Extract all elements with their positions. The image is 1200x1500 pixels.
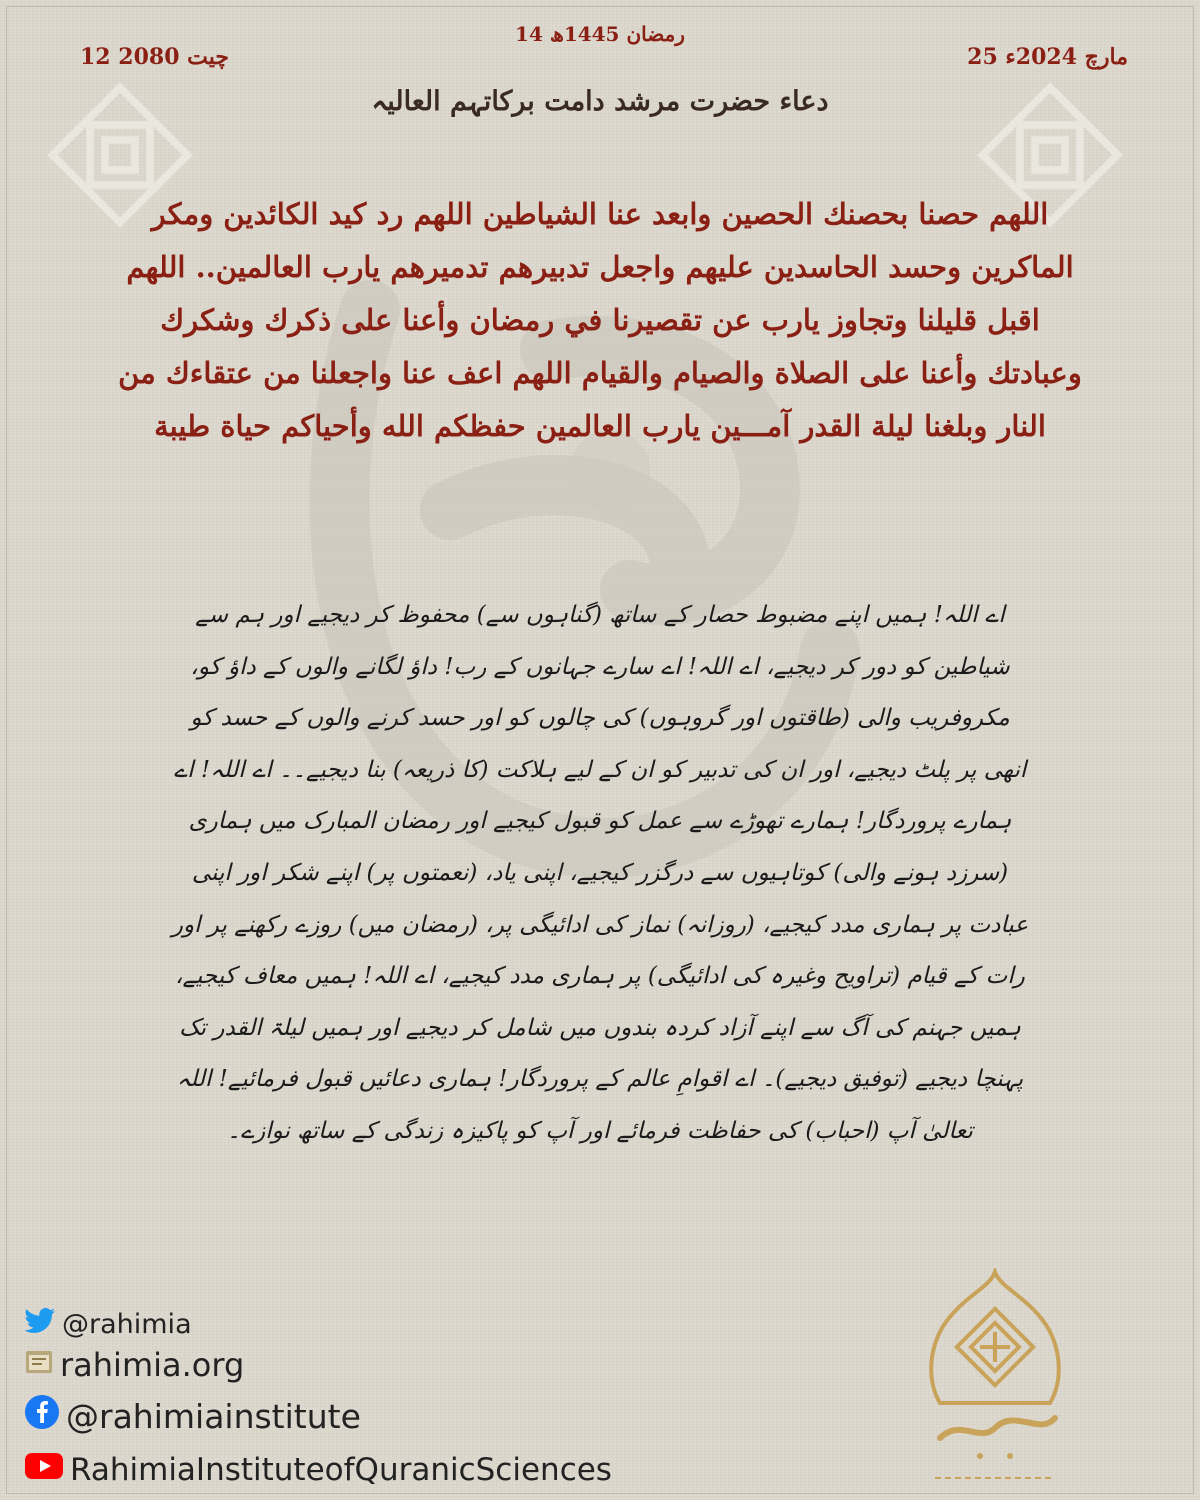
arabic-dua: اللهم حصنا بحصنك الحصين وابعد عنا الشياطين اللهم رد كيد الكائدين ومكر الماكرين وحسد الحاسدين عليهم واجعل تدبيرهم تدميرهم يارب العالمين.. اللهم اقبل قليلنا وتجاوز يارب عن تقصيرنا في رمضان وأعنا على ذكرك وشكرك وعبادتك وأعنا على الصلاة والصيام والقيام اللهم اعف عنا واجعلنا من عتقاءك من النار وبلغنا ليلة القدر آمـــين يارب العالمين حفظكم الله وأحياكم حياة طيبة (118, 197, 1082, 443)
facebook-handle: @rahimiainstitute (66, 1396, 361, 1436)
gregorian-date: 25 مارچ 2024ء (967, 44, 1128, 70)
youtube-channel: RahimiaInstituteofQuranicSciences (70, 1452, 612, 1488)
twitter-handle: @rahimia (62, 1309, 192, 1340)
page-title: دعاء حضرت مرشد دامت برکاتہم العالیہ (371, 86, 829, 117)
twitter-link[interactable] (24, 1308, 192, 1341)
youtube-link[interactable] (24, 1452, 612, 1488)
bikrami-date: 12 چیت 2080 (80, 44, 230, 70)
web-icon (24, 1346, 54, 1384)
hijri-date: 14 رمضان 1445ھ (515, 22, 685, 46)
website-link[interactable] (24, 1346, 244, 1384)
facebook-link[interactable] (24, 1394, 361, 1438)
website-url: rahimia.org (60, 1346, 245, 1384)
twitter-icon (24, 1308, 56, 1341)
rahimia-logo (920, 1268, 1070, 1498)
youtube-icon (24, 1452, 64, 1488)
urdu-translation: اے اللہ! ہمیں اپنے مضبوط حصار کے ساتھ (گناہوں سے) محفوظ کر دیجیے اور ہم سے شیاطین کو دور کر دیجیے، اے اللہ! اے سارے جہانوں کے رب! داؤ لگانے والوں کے داؤ کو، مکروفریب والی (طاقتوں اور گروہوں) کی چالوں کو اور حسد کرنے والوں کے حسد کو انھی پر پلٹ دیجیے، اور ان کی تدبیر کو ان کے لیے ہلاکت (کا ذریعہ) بنا دیجیے۔۔ اے اللہ! اے ہمارے پروردگار! ہمارے تھوڑے سے عمل کو قبول کیجیے اور رمضان المبارک میں ہماری (سرزد ہونے والی) کوتاہیوں سے درگزر کیجیے، اپنی یاد، (نعمتوں پر) اپنے شکر اور اپنی عبادت پر ہماری مدد کیجیے، (روزانہ) نماز کی ادائیگی پر، (رمضان میں) روزے رکھنے پر اور رات کے قیام (تراویح وغیرہ کی ادائیگی) پر ہماری مدد کیجیے، اے اللہ! ہمیں معاف کیجیے، ہمیں جہنم کی آگ سے اپنے آزاد کردہ بندوں میں شامل کر دیجیے اور ہمیں لیلۃ القدر تک پہنچا دیجیے (توفیق دیجیے)۔ اے اقوامِ عالم کے پروردگار! ہماری دعائیں قبول فرمائیے! اللہ تعالیٰ آپ (احباب) کی حفاظت فرمائے اور آپ کو پاکیزہ زندگی کے ساتھ نوازے۔ (171, 602, 1029, 1144)
facebook-icon (24, 1394, 60, 1438)
